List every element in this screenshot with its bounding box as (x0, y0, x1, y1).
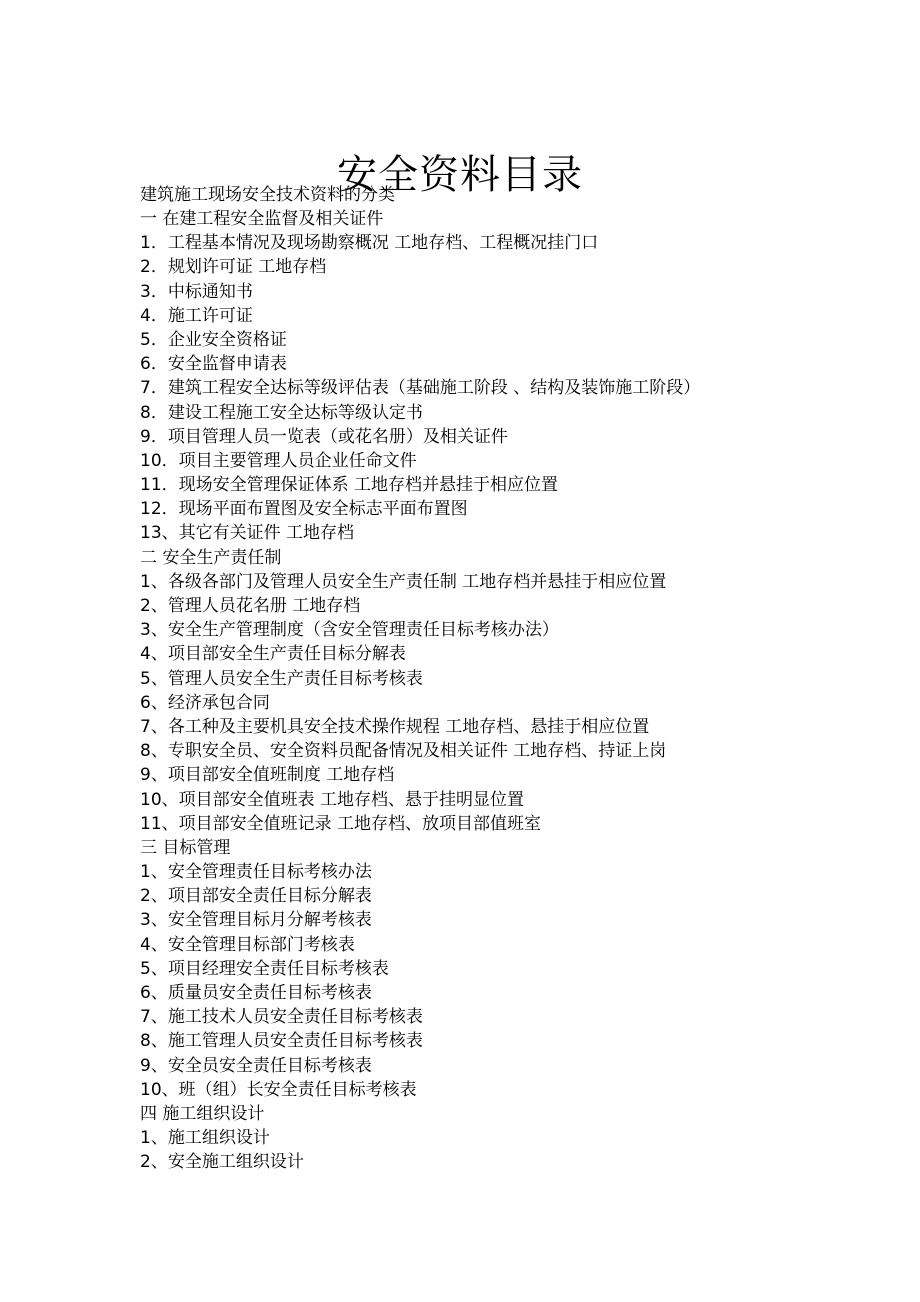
list-item: 1、施工组织设计 (140, 1128, 270, 1149)
list-item: 3、安全生产管理制度（含安全管理责任目标考核办法） (140, 620, 559, 641)
list-item: 9、安全员安全责任目标考核表 (140, 1055, 372, 1076)
section-heading: 二 安全生产责任制 (140, 547, 282, 568)
list-item: 5、项目经理安全责任目标考核表 (140, 958, 389, 979)
list-item: 4、项目部安全生产责任目标分解表 (140, 644, 406, 665)
list-item: 5、管理人员安全生产责任目标考核表 (140, 668, 423, 689)
list-item: 8．建设工程施工安全达标等级认定书 (140, 402, 423, 423)
list-item: 9．项目管理人员一览表（或花名册）及相关证件 (140, 426, 508, 447)
list-item: 7、各工种及主要机具安全技术操作规程 工地存档、悬挂于相应位置 (140, 716, 650, 737)
list-item: 1．工程基本情况及现场勘察概况 工地存档、工程概况挂门口 (140, 233, 599, 254)
list-item: 9、项目部安全值班制度 工地存档 (140, 765, 395, 786)
section-heading: 一 在建工程安全监督及相关证件 (140, 209, 384, 229)
list-item: 12．现场平面布置图及安全标志平面布置图 (140, 499, 468, 520)
list-item: 2、管理人员花名册 工地存档 (140, 596, 361, 616)
list-item: 7、施工技术人员安全责任目标考核表 (140, 1007, 423, 1028)
list-item: 10、项目部安全值班表 工地存档、悬于挂明显位置 (140, 789, 525, 810)
list-item: 6、质量员安全责任目标考核表 (140, 983, 372, 1003)
list-item: 2、安全施工组织设计 (140, 1152, 304, 1173)
list-item: 1、各级各部门及管理人员安全生产责任制 工地存档并悬挂于相应位置 (140, 571, 667, 592)
document-subtitle: 建筑施工现场安全技术资料的分类 (140, 185, 395, 205)
list-item: 8、专职安全员、安全资料员配备情况及相关证件 工地存档、持证上岗 (140, 741, 667, 762)
list-item: 8、施工管理人员安全责任目标考核表 (140, 1031, 423, 1052)
list-item: 10、班（组）长安全责任目标考核表 (140, 1079, 417, 1100)
list-item: 6．安全监督申请表 (140, 354, 287, 375)
list-item: 5．企业安全资格证 (140, 329, 287, 350)
list-item: 3．中标通知书 (140, 281, 253, 302)
list-item: 4．施工许可证 (140, 305, 253, 326)
document-body (140, 207, 900, 1175)
list-item: 11．现场安全管理保证体系 工地存档并悬挂于相应位置 (140, 475, 559, 496)
list-item: 3、安全管理目标月分解考核表 (140, 910, 372, 931)
section-heading: 三 目标管理 (140, 837, 231, 858)
list-item: 13、其它有关证件 工地存档 (140, 523, 355, 544)
document-title: 安全资料目录 (337, 151, 583, 198)
list-item: 4、安全管理目标部门考核表 (140, 934, 355, 955)
list-item: 7．建筑工程安全达标等级评估表（基础施工阶段 、结构及装饰施工阶段） (140, 378, 701, 399)
list-item: 6、经济承包合同 (140, 692, 270, 713)
list-item: 11、项目部安全值班记录 工地存档、放项目部值班室 (140, 813, 542, 834)
list-item: 10．项目主要管理人员企业任命文件 (140, 450, 417, 471)
list-item: 2．规划许可证 工地存档 (140, 257, 327, 278)
list-item: 2、项目部安全责任目标分解表 (140, 886, 372, 907)
list-item: 1、安全管理责任目标考核办法 (140, 862, 372, 883)
section-heading: 四 施工组织设计 (140, 1103, 265, 1124)
